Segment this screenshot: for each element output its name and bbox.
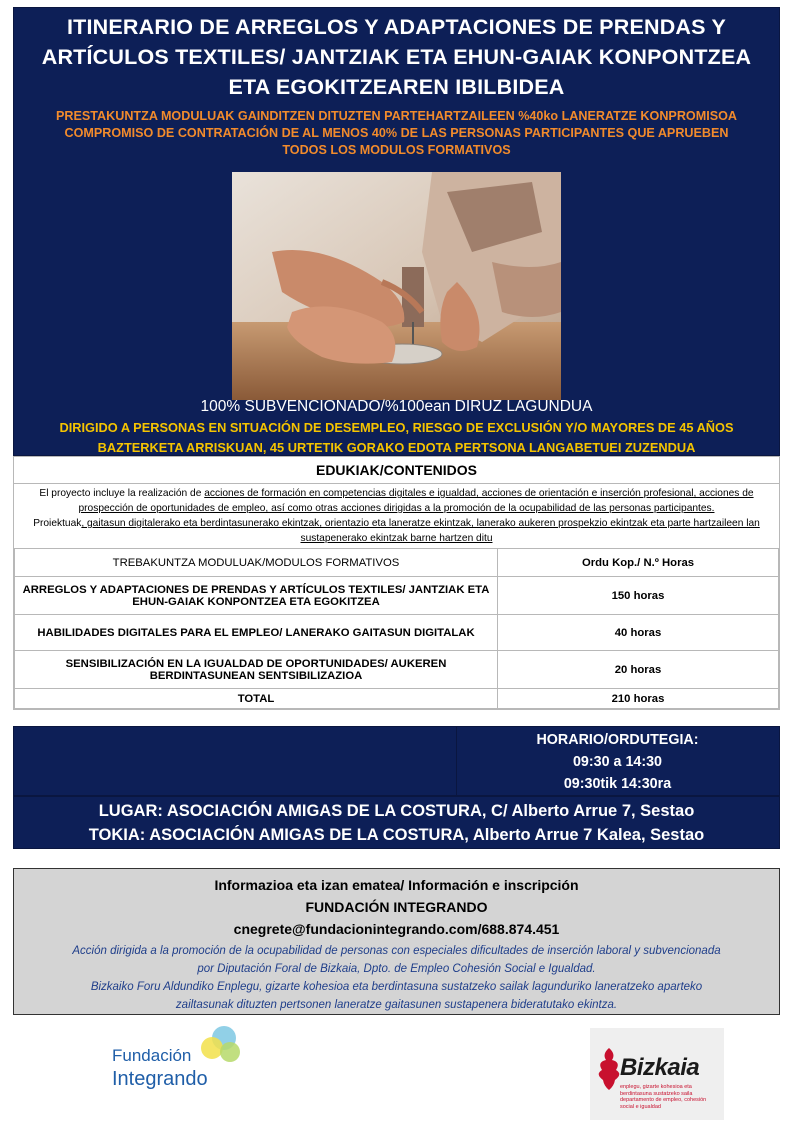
commitment-line: PRESTAKUNTZA MODULUAK GAINDITZEN DITUZTEN PARTEHARTZAILEEN %40ko LANERATZE KONPROMISOA xyxy=(56,109,737,123)
bizkaia-logo xyxy=(590,1028,724,1120)
logo-line2: Integrando xyxy=(112,1068,208,1090)
fundacion-integrando-logo xyxy=(112,1024,252,1096)
schedule-blank-cell xyxy=(14,727,457,795)
info-heading: Informazioa eta izan ematea/ Información e inscripción xyxy=(214,877,579,893)
bizkaia-dept: enplegu, gizarte kohesioa eta berdintasuna sustatzeko saila departamento de empleo, cohesión social e igualdad xyxy=(620,1084,707,1110)
table-row xyxy=(15,577,779,615)
total-label: TOTAL xyxy=(15,689,498,709)
contents-section xyxy=(13,456,780,710)
module-hours: 40 horas xyxy=(498,615,779,651)
schedule-time-es: 09:30 a 14:30 xyxy=(572,754,663,770)
location-section xyxy=(13,796,780,849)
contents-description xyxy=(14,484,779,548)
modules-table xyxy=(14,548,779,709)
total-row xyxy=(15,689,779,709)
commitment-line: TODOS LOS MODULOS FORMATIVOS xyxy=(282,143,511,157)
subsidy-text: 100% SUBVENCIONADO/%100ean DIRUZ LAGUNDUA xyxy=(200,398,593,415)
location-es: LUGAR: ASOCIACIÓN AMIGAS DE LA COSTURA, C/ Alberto Arrue 7, Sestao xyxy=(98,802,695,820)
sewing-machine-photo xyxy=(232,172,561,400)
module-hours: 20 horas xyxy=(498,651,779,689)
es-underlined: acciones de formación en competencias digitales e igualdad, acciones de orientación e inserción profesional, acciones de prospección de oportunidades de empleo, así como otras acciones dirigidas a la promoción de la ocupabilidad de las personas participantes. xyxy=(78,488,754,514)
table-row xyxy=(15,651,779,689)
schedule-cell xyxy=(456,727,779,795)
table-row xyxy=(15,615,779,651)
schedule-section xyxy=(13,726,780,796)
commitment-line: COMPROMISO DE CONTRATACIÓN DE AL MENOS 40% DE LAS PERSONAS PARTICIPANTES QUE APRUEBEN xyxy=(64,126,729,140)
module-hours: 150 horas xyxy=(498,577,779,615)
module-name: SENSIBILIZACIÓN EN LA IGUALDAD DE OPORTUNIDADES/ AUKEREN BERDINTASUNEAN SENTSIBILIZAZIOA xyxy=(15,651,498,689)
module-name: ARREGLOS Y ADAPTACIONES DE PRENDAS Y ARTÍCULOS TEXTILES/ JANTZIAK ETA EHUN-GAIAK KONPONTZEA ETA EGOKITZEA xyxy=(15,577,498,615)
schedule-label: HORARIO/ORDUTEGIA: xyxy=(536,732,699,748)
title-line: ARTÍCULOS TEXTILES/ JANTZIAK ETA EHUN-GAIAK KONPONTZEA xyxy=(41,45,752,69)
bizkaia-name: Bizkaia xyxy=(620,1054,700,1081)
eu-underlined: , gaitasun digitalerako eta berdintasunerako ekintzak, orientazio eta laneratze ekintzak, lanerako aukeren prospekzio ekintzak eta parte hartzaileen lan sustapenerako ekintzak barne hartzen ditu xyxy=(81,518,760,544)
target-line: DIRIGIDO A PERSONAS EN SITUACIÓN DE DESEMPLEO, RIESGO DE EXCLUSIÓN Y/O MAYORES DE 45 AÑOS xyxy=(59,420,734,435)
title-line: ETA EGOKITZEAREN IBILBIDEA xyxy=(228,75,565,99)
schedule-time-eu: 09:30tik 14:30ra xyxy=(563,776,672,792)
col-hours-header: Ordu Kop./ N.º Horas xyxy=(498,549,779,577)
table-header-row xyxy=(15,549,779,577)
title-line: ITINERARIO DE ARREGLOS Y ADAPTACIONES DE PRENDAS Y xyxy=(66,15,727,39)
title xyxy=(14,12,779,102)
col-module-header: TREBAKUNTZA MODULUAK/MODULOS FORMATIVOS xyxy=(15,549,498,577)
info-note: por Diputación Foral de Bizkaia, Dpto. de Empleo Cohesión Social e Igualdad. xyxy=(197,963,596,975)
info-note: zailtasunak dituzten pertsonen laneratze gaitasunen sustapenera bideratutako ekintza. xyxy=(175,999,618,1011)
info-note: Bizkaiko Foru Aldundiko Enplegu, gizarte kohesioa eta berdintasuna sustatzeko sailak lagunduriko laneratzeko aparteko xyxy=(90,981,703,993)
es-intro: El proyecto incluye la realización de xyxy=(39,488,205,499)
info-box xyxy=(13,868,780,1015)
info-note: Acción dirigida a la promoción de la ocupabilidad de personas con especiales dificultades de inserción laboral y subvencionada xyxy=(72,945,721,957)
eu-intro: Proiektuak xyxy=(33,518,82,529)
total-hours: 210 horas xyxy=(498,689,779,709)
logo-line1: Fundación xyxy=(112,1046,192,1065)
info-org: FUNDACIÓN INTEGRANDO xyxy=(305,899,488,915)
target-line: BAZTERKETA ARRISKUAN, 45 URTETIK GORAKO EDOTA PERTSONA LANGABETUEI ZUZENDUA xyxy=(97,440,696,455)
header-banner xyxy=(13,7,780,456)
info-contact[interactable]: cnegrete@fundacionintegrando.com/688.874.451 xyxy=(233,921,560,937)
location-eu: TOKIA: ASOCIACIÓN AMIGAS DE LA COSTURA, Alberto Arrue 7 Kalea, Sestao xyxy=(88,826,705,844)
module-name: HABILIDADES DIGITALES PARA EL EMPLEO/ LANERAKO GAITASUN DIGITALAK xyxy=(15,615,498,651)
contents-heading: EDUKIAK/CONTENIDOS xyxy=(14,457,779,484)
